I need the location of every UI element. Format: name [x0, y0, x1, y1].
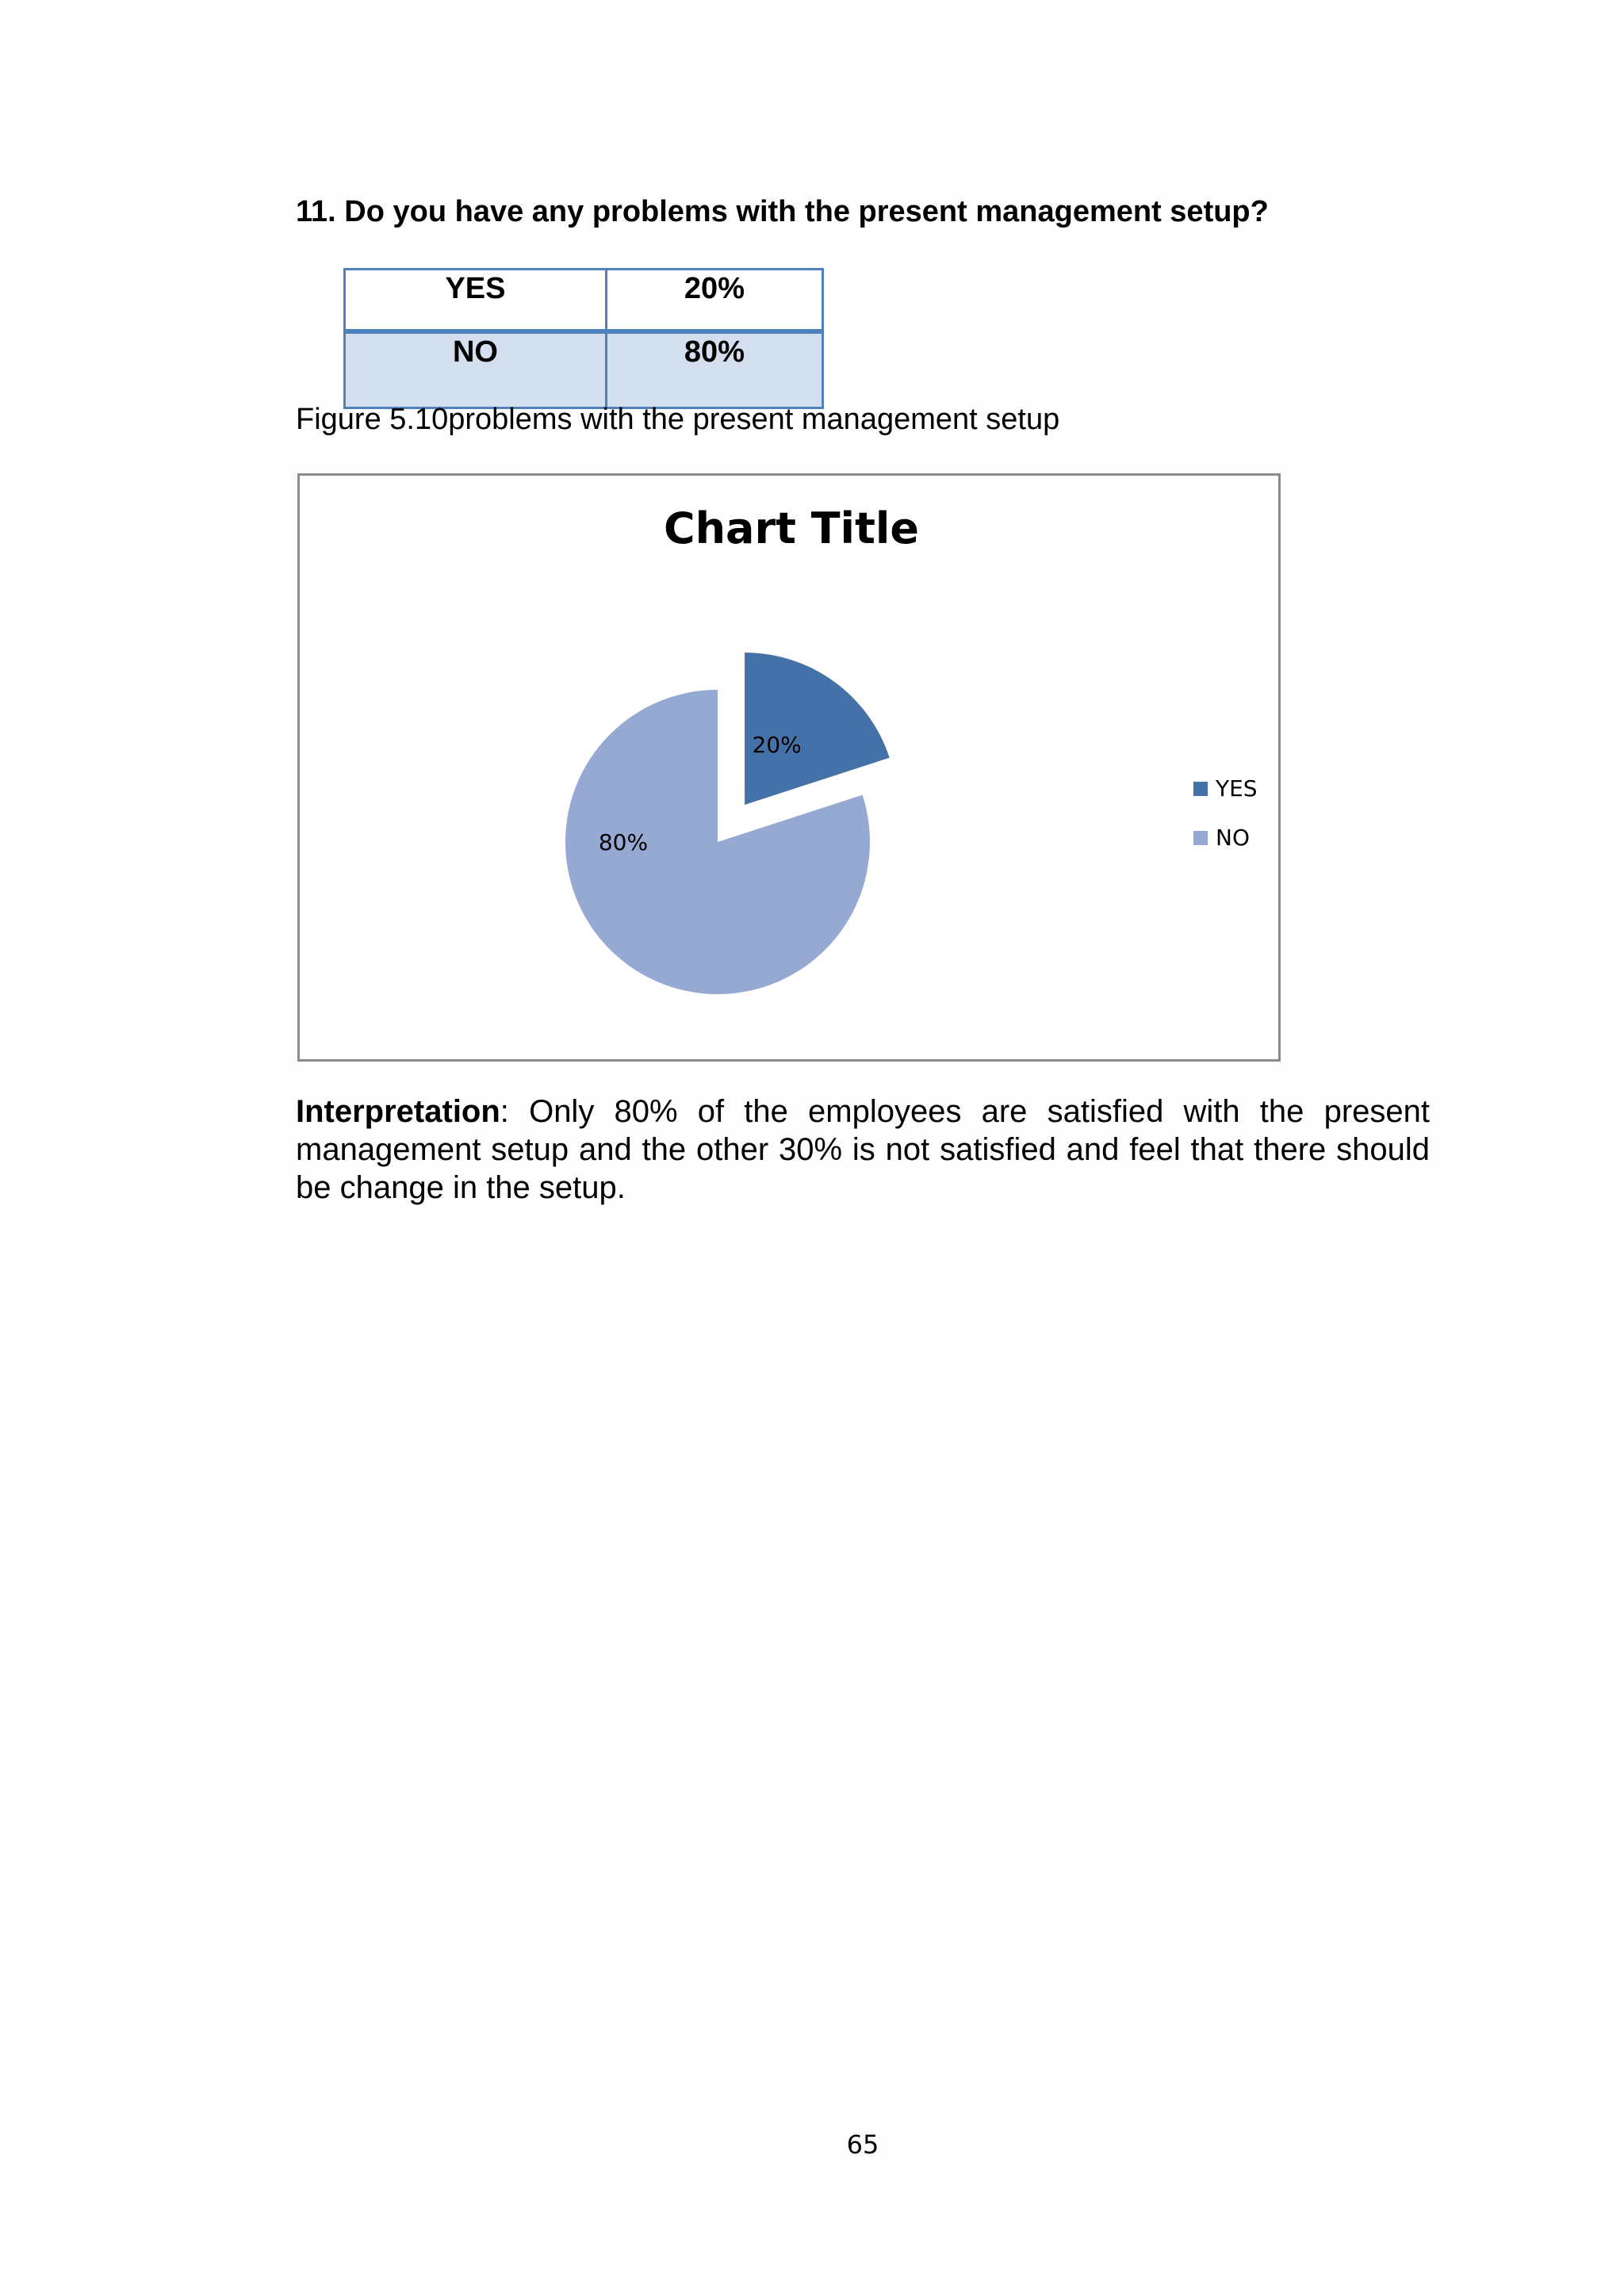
legend-swatch-yes	[1193, 782, 1208, 796]
table-cell: 20%	[606, 270, 822, 332]
legend-label-no: NO	[1216, 825, 1250, 851]
chart-title: Chart Title	[663, 503, 920, 553]
pie-slices	[565, 652, 890, 994]
chart-legend	[1193, 775, 1258, 851]
question-heading: 11. Do you have any problems with the present management setup?	[296, 195, 1269, 228]
legend-label-yes: YES	[1216, 775, 1258, 802]
table-cell: NO	[345, 331, 607, 408]
pie-chart	[300, 476, 1278, 1059]
response-table	[343, 268, 824, 409]
interpretation-text: : Only 80% of the employees are satisfied with the present management setup and the other 30% is not satisfied and feel that there should be change in the setup.	[296, 1094, 1430, 1205]
table-cell: 80%	[606, 331, 822, 408]
pie-data-label: 20%	[752, 731, 802, 758]
table-row	[345, 270, 823, 332]
page-number: 65	[846, 2130, 879, 2160]
interpretation-paragraph	[296, 1093, 1430, 1207]
table-cell: YES	[345, 270, 607, 332]
pie-data-label: 80%	[598, 829, 649, 855]
pie-chart-frame	[297, 473, 1281, 1062]
table-row	[345, 331, 823, 408]
pie-slice-yes	[745, 652, 890, 805]
interpretation-label: Interpretation	[296, 1094, 500, 1129]
figure-caption: Figure 5.10problems with the present management setup	[296, 403, 1060, 436]
legend-swatch-no	[1193, 831, 1208, 845]
